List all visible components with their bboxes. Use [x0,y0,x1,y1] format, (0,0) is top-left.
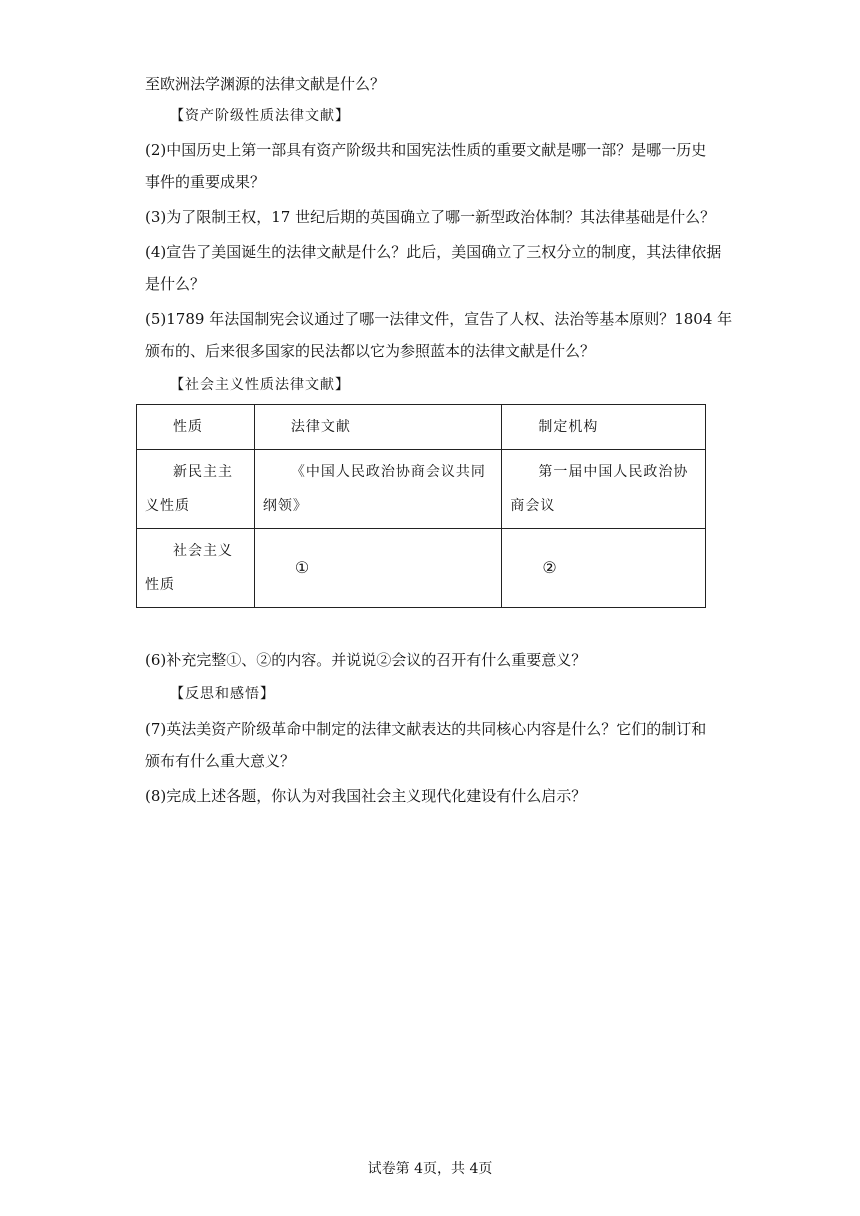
question-6-line-1: (6)补充完整①、②的内容。并说说②会议的召开有什么重要意义？ [145,651,587,669]
intro-line: 至欧洲法学渊源的法律文献是什么？ [145,75,386,93]
table-cell-nature: 新民主主义性质 [137,450,255,529]
question-4-line-2: 是什么？ [145,275,206,293]
section-heading-reflection: 【反思和感悟】 [170,686,275,702]
legal-documents-table [136,404,706,608]
table-header-cell: 法律文献 [254,405,502,450]
table-header-cell: 制定机构 [502,405,706,450]
question-8-line-1: (8)完成上述各题，你认为对我国社会主义现代化建设有什么启示？ [145,787,587,805]
table-cell-document: 《中国人民政治协商会议共同纲领》 [254,450,502,529]
table-header-cell: 性质 [137,405,255,450]
table-cell-document-blank-1: ① [254,529,502,608]
section-heading-socialist: 【社会主义性质法律文献】 [170,377,350,393]
table-header-row [137,405,706,450]
question-2-line-2: 事件的重要成果？ [145,173,266,191]
question-5-line-2: 颁布的、后来很多国家的民法都以它为参照蓝本的法律文献是什么？ [145,342,596,360]
table-cell-body: 第一届中国人民政治协商会议 [502,450,706,529]
question-7-line-2: 颁布有什么重大意义？ [145,752,296,770]
table-row [137,529,706,608]
table-cell-nature: 社会主义性质 [137,529,255,608]
question-3-line-1: (3)为了限制王权，17 世纪后期的英国确立了哪一新型政治体制？其法律基础是什么？ [145,208,716,226]
question-5-line-1: (5)1789 年法国制宪会议通过了哪一法律文件，宣告了人权、法治等基本原则？1804 年 [145,310,733,328]
question-2-line-1: (2)中国历史上第一部具有资产阶级共和国宪法性质的重要文献是哪一部？是哪一历史 [145,141,707,159]
section-heading-bourgeois: 【资产阶级性质法律文献】 [170,108,350,124]
question-7-line-1: (7)英法美资产阶级革命中制定的法律文献表达的共同核心内容是什么？它们的制订和 [145,720,707,738]
question-4-line-1: (4)宣告了美国诞生的法律文献是什么？此后，美国确立了三权分立的制度，其法律依据 [145,243,722,261]
page-footer: 试卷第 4页，共 4页 [367,1161,493,1177]
table-row [137,450,706,529]
table-cell-body-blank-2: ② [502,529,706,608]
